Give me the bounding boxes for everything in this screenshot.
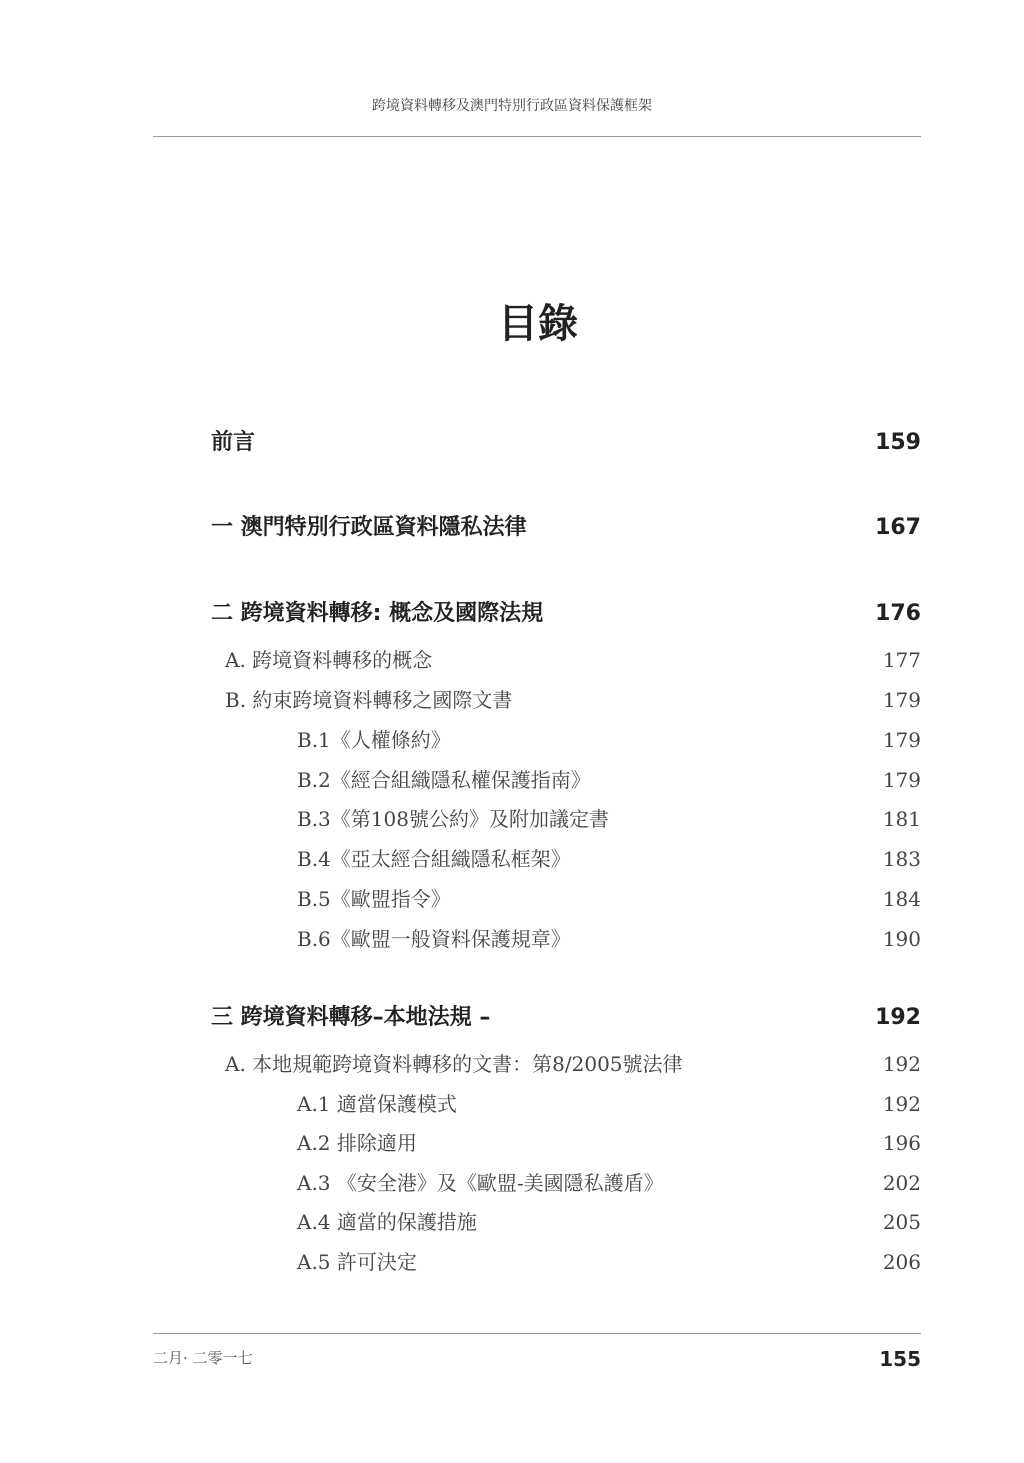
toc-entry-label: B. 約束跨境資料轉移之國際文書 [225, 688, 513, 712]
toc-entry-2b4[interactable] [0, 842, 1024, 876]
toc-entry-page: 179 [882, 688, 921, 712]
toc-entry-label: B.2《經合組織隱私權保護指南》 [297, 768, 591, 792]
toc-entry-page: 177 [882, 648, 921, 672]
footer-divider [153, 1333, 921, 1334]
toc-title: 目錄 [498, 301, 578, 347]
toc-entry-label: A. 本地規範跨境資料轉移的文書：第8/2005號法律 [225, 1052, 683, 1076]
toc-entry-page: 167 [875, 515, 921, 540]
toc-entry-preface[interactable] [0, 426, 1024, 460]
footer-date: 二月· 二零一七 [153, 1349, 253, 1367]
toc-entry-2b[interactable] [0, 683, 1024, 717]
toc-entry-3a2[interactable] [0, 1126, 1024, 1160]
toc-entry-label: 三 跨境資料轉移–本地法規 – [211, 1005, 491, 1030]
toc-entry-label: A.3 《安全港》及《歐盟-美國隱私護盾》 [297, 1171, 664, 1195]
toc-entry-chapter-1[interactable] [0, 511, 1024, 545]
toc-entry-page: 179 [882, 728, 921, 752]
toc-entry-label: 一 澳門特別行政區資料隱私法律 [211, 515, 527, 540]
toc-entry-page: 192 [882, 1052, 921, 1076]
toc-entry-page: 196 [882, 1131, 921, 1155]
toc-entry-label: 前言 [211, 430, 256, 455]
toc-entry-3a[interactable] [0, 1047, 1024, 1081]
toc-entry-page: 206 [882, 1250, 921, 1274]
header-divider [153, 136, 921, 137]
toc-entry-3a4[interactable] [0, 1205, 1024, 1239]
toc-entry-page: 159 [875, 430, 921, 455]
toc-entry-3a3[interactable] [0, 1166, 1024, 1200]
toc-entry-label: B.3《第108號公約》及附加議定書 [297, 807, 609, 831]
toc-entry-label: B.6《歐盟一般資料保護規章》 [297, 927, 571, 951]
toc-entry-page: 176 [875, 601, 921, 626]
toc-entry-label: A.5 許可決定 [297, 1250, 417, 1274]
toc-entry-3a5[interactable] [0, 1245, 1024, 1279]
toc-entry-label: 二 跨境資料轉移: 概念及國際法規 [211, 601, 544, 626]
toc-entry-2b2[interactable] [0, 763, 1024, 797]
toc-entry-page: 202 [882, 1171, 921, 1195]
toc-entry-page: 205 [882, 1210, 921, 1234]
toc-entry-chapter-3[interactable] [0, 1001, 1024, 1035]
toc-entry-3a1[interactable] [0, 1087, 1024, 1121]
toc-entry-chapter-2[interactable] [0, 597, 1024, 631]
toc-entry-2b3[interactable] [0, 802, 1024, 836]
toc-entry-page: 183 [882, 847, 921, 871]
toc-entry-label: A.2 排除適用 [297, 1131, 417, 1155]
toc-entry-page: 181 [882, 807, 921, 831]
toc-entry-label: B.4《亞太經合組織隱私框架》 [297, 847, 571, 871]
footer-page-number: 155 [879, 1347, 921, 1371]
toc-entry-label: A.1 適當保護模式 [297, 1092, 457, 1116]
toc-entry-label: B.1《人權條約》 [297, 728, 451, 752]
toc-entry-2b5[interactable] [0, 882, 1024, 916]
toc-entry-2b6[interactable] [0, 922, 1024, 956]
running-header: 跨境資料轉移及澳門特別行政區資料保護框架 [372, 98, 652, 114]
toc-entry-2a[interactable] [0, 643, 1024, 677]
toc-entry-label: B.5《歐盟指令》 [297, 887, 451, 911]
toc-entry-page: 184 [882, 887, 921, 911]
toc-entry-label: A.4 適當的保護措施 [297, 1210, 477, 1234]
toc-entry-2b1[interactable] [0, 723, 1024, 757]
toc-entry-page: 179 [882, 768, 921, 792]
toc-entry-page: 192 [875, 1005, 921, 1030]
toc-entry-page: 190 [882, 927, 921, 951]
toc-entry-page: 192 [882, 1092, 921, 1116]
toc-entry-label: A. 跨境資料轉移的概念 [225, 648, 433, 672]
